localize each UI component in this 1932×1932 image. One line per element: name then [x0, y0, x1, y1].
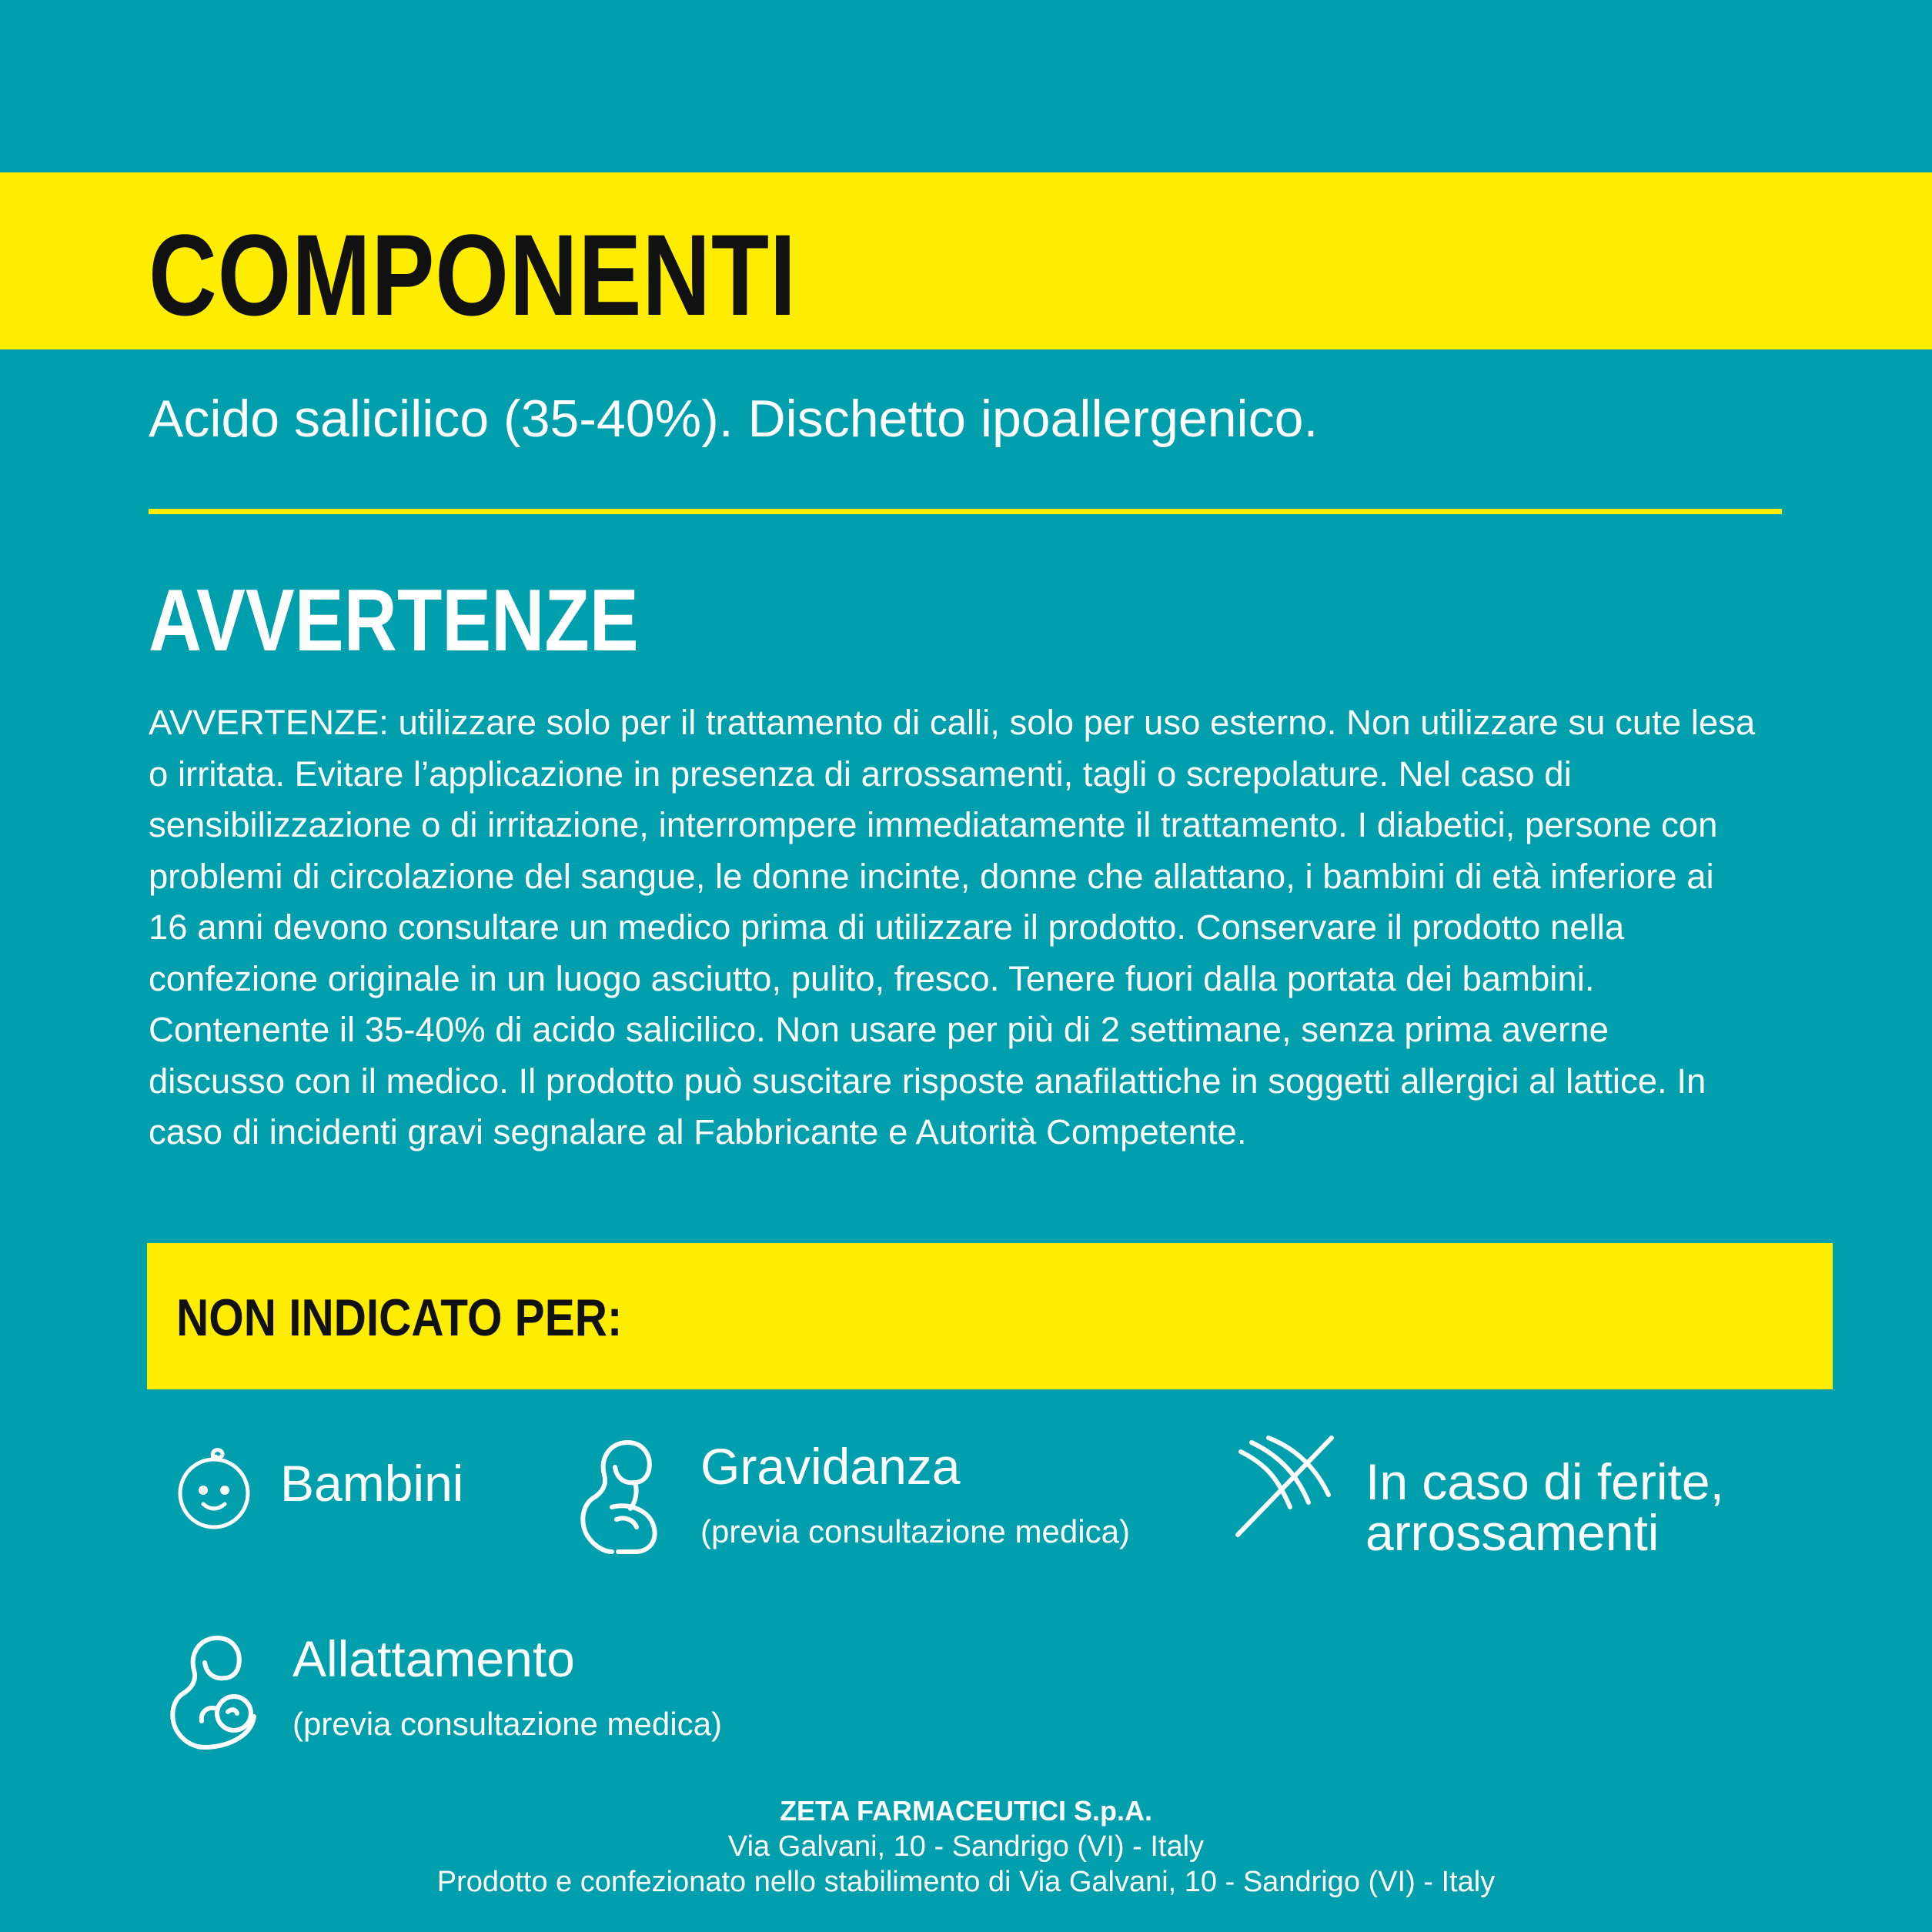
footer [0, 1793, 1932, 1900]
avvertenze-title: AVVERTENZE [149, 572, 639, 670]
item-label-ferite-line1: In caso di ferite, [1365, 1453, 1724, 1510]
item-label-ferite-line2: arrossamenti [1365, 1504, 1660, 1561]
avvertenze-line: Contenente il 35-40% di acido salicilico. Non usare per più di 2 settimane, senza prima averne [149, 1010, 1609, 1049]
item-note-allattamento: (previa consultazione medica) [292, 1706, 722, 1742]
scratch-wound-icon [1232, 1433, 1338, 1539]
footer-address: Via Galvani, 10 - Sandrigo (VI) - Italy [727, 1830, 1205, 1863]
avvertenze-line: sensibilizzazione o di irritazione, interrompere immediatamente il trattamento. I diabetici, persone con [149, 805, 1718, 844]
avvertenze-body [149, 697, 1873, 1158]
componenti-text: Acido salicilico (35-40%). Dischetto ipoallergenico. [149, 389, 1319, 448]
non-indicato-title: NON INDICATO PER: [176, 1289, 623, 1347]
footer-company: ZETA FARMACEUTICI S.p.A. [780, 1795, 1152, 1827]
avvertenze-line: o irritata. Evitare l’applicazione in presenza di arrossamenti, tagli o screpolature. Nel caso di [149, 754, 1572, 794]
item-label-allattamento: Allattamento [292, 1630, 575, 1687]
avvertenze-line: 16 anni devono consultare un medico prima di utilizzare il prodotto. Conservare il prodotto nella [149, 908, 1625, 947]
footer-production: Prodotto e confezionato nello stabilimento di Via Galvani, 10 - Sandrigo (VI) - Italy [436, 1866, 1496, 1898]
avvertenze-line: AVVERTENZE: utilizzare solo per il trattamento di calli, solo per uso esterno. Non utilizzare su cute lesa [149, 703, 1756, 742]
item-label-bambini: Bambini [280, 1455, 464, 1512]
baby-face-icon [175, 1447, 252, 1532]
pregnant-woman-icon [573, 1436, 670, 1556]
avvertenze-line: discusso con il medico. Il prodotto può suscitare risposte anafilattiche in soggetti allergici al lattice. In [149, 1061, 1706, 1101]
item-note-gravidanza: (previa consultazione medica) [700, 1513, 1130, 1549]
item-label-ferite [1365, 1453, 1724, 1561]
section-divider [149, 509, 1782, 514]
breastfeeding-icon [163, 1632, 262, 1752]
avvertenze-line: confezione originale in un luogo asciutto, pulito, fresco. Tenere fuori dalla portata dei bambini. [149, 958, 1595, 998]
componenti-title: COMPONENTI [149, 210, 797, 339]
item-label-gravidanza: Gravidanza [700, 1438, 961, 1495]
avvertenze-line: caso di incidenti gravi segnalare al Fabbricante e Autorità Competente. [149, 1112, 1247, 1152]
avvertenze-line: problemi di circolazione del sangue, le donne incinte, donne che allattano, i bambini di età inferiore ai [149, 856, 1714, 896]
